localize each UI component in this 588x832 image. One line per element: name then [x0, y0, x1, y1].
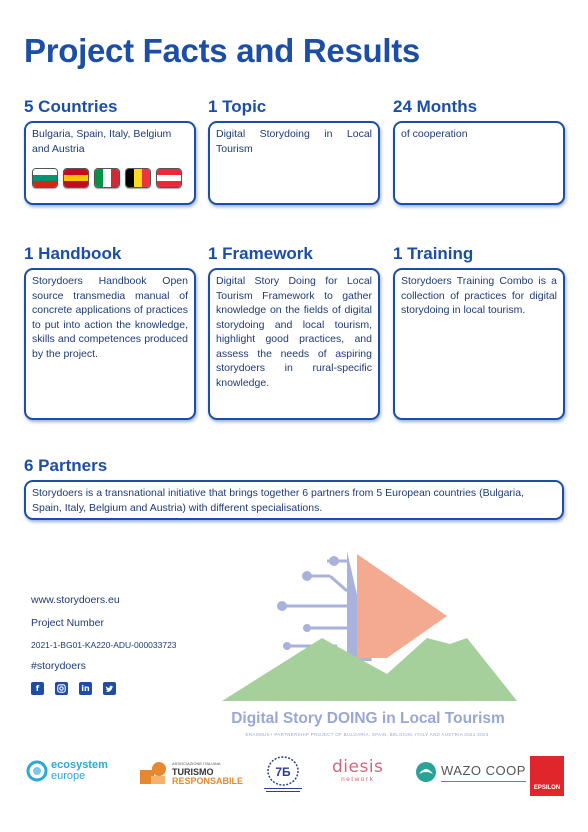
fact-heading: 24 Months	[393, 97, 478, 116]
twitter-icon[interactable]	[103, 682, 116, 695]
partner-logos	[22, 752, 568, 798]
website-link[interactable]: www.storydoers.eu	[31, 594, 120, 606]
fact-heading: 5 Countries	[24, 97, 118, 116]
flag-row	[32, 168, 188, 188]
partners-section	[24, 456, 564, 520]
logo-text: diesis	[332, 757, 384, 777]
logo-text: WAZO COOP	[441, 763, 526, 782]
fact-box	[24, 121, 196, 205]
logo-text: RESPONSABILE	[172, 776, 244, 786]
fact-countries	[24, 97, 196, 205]
epsilon-logo	[530, 756, 564, 796]
fact-text: Storydoers Handbook Open source transmedia manual of concrete applications of practices to put into action the knowledge, skills and competences produced by the project.	[32, 275, 188, 360]
flag-austria-icon	[156, 168, 182, 188]
flag-bulgaria-icon	[32, 168, 58, 188]
fact-heading: 1 Handbook	[24, 244, 122, 263]
fact-heading: 1 Framework	[208, 244, 313, 263]
project-number: 2021-1-BG01-KA220-ADU-000033723	[31, 640, 177, 650]
fact-training	[393, 244, 565, 420]
svg-text:7Б: 7Б	[275, 765, 291, 779]
airt-icon	[140, 760, 170, 786]
fact-handbook	[24, 244, 196, 420]
fact-framework	[208, 244, 380, 420]
page-title: Project Facts and Results	[24, 32, 420, 69]
circuit-lines	[277, 556, 347, 650]
fact-text: Storydoers Training Combo is a collection of practices for digital storydoing in local tourism.	[401, 275, 557, 316]
wazo-coop-logo	[414, 760, 526, 784]
partners-box	[24, 480, 564, 520]
fact-topic	[208, 97, 380, 205]
flag-italy-icon	[94, 168, 120, 188]
logo-text: TURISMO	[172, 767, 214, 777]
partner-emblem-logo	[258, 754, 308, 794]
diesis-logo	[332, 758, 383, 783]
fact-box	[393, 121, 565, 205]
ecosystem-europe-logo	[26, 760, 108, 782]
fact-box	[24, 268, 196, 420]
logo-text: EPSILON	[533, 785, 561, 791]
project-subtagline: ERASMUS+ PARTNERSHIP PROJECT OF BULGARIA, SPAIN, BELGIUM, ITALY AND AUSTRIA 2021-2023	[245, 732, 489, 737]
flag-spain-icon	[63, 168, 89, 188]
project-number-label: Project Number	[31, 617, 104, 629]
fact-text: Bulgaria, Spain, Italy, Belgium and Austria	[32, 128, 172, 155]
fact-box	[393, 268, 565, 420]
fact-text: Digital Story Doing for Local Tourism Framework to gather knowledge on the fields of digital storydoing and local tourism, highlight good practices, and assess the needs of aspiring storydoers in rural-specific knowledge.	[216, 275, 372, 389]
linkedin-icon[interactable]: in	[79, 682, 92, 695]
airt-logo	[140, 759, 243, 786]
project-tagline: Digital Story DOING in Local Tourism	[231, 710, 505, 727]
project-illustration	[212, 546, 542, 711]
emblem-icon	[258, 754, 308, 794]
partners-text: Storydoers is a transnational initiative that brings together 6 partners from 5 European countries (Bulgaria, Spain, Italy, Belgium and Austria) with different specialisations.	[32, 487, 525, 514]
fact-months	[393, 97, 565, 205]
facebook-icon[interactable]: f	[31, 682, 44, 695]
wazo-icon	[414, 760, 438, 784]
logo-text: ecosystem	[51, 759, 108, 771]
logo-text: network	[341, 776, 375, 783]
fact-text: of cooperation	[401, 128, 468, 140]
hashtag: #storydoers	[31, 660, 86, 672]
flag-belgium-icon	[125, 168, 151, 188]
fact-heading: 1 Topic	[208, 97, 267, 116]
fact-heading: 1 Training	[393, 244, 474, 263]
partners-heading: 6 Partners	[24, 456, 108, 475]
fact-box	[208, 268, 380, 420]
logo-text: ASSOCIAZIONE ITALIANA	[172, 761, 221, 766]
instagram-icon[interactable]	[55, 682, 68, 695]
fact-box	[208, 121, 380, 205]
fact-text: Digital Storydoing in Local Tourism	[216, 128, 372, 155]
social-links	[31, 682, 116, 695]
logo-text: europe	[51, 770, 86, 782]
ecosystem-icon	[26, 760, 48, 782]
